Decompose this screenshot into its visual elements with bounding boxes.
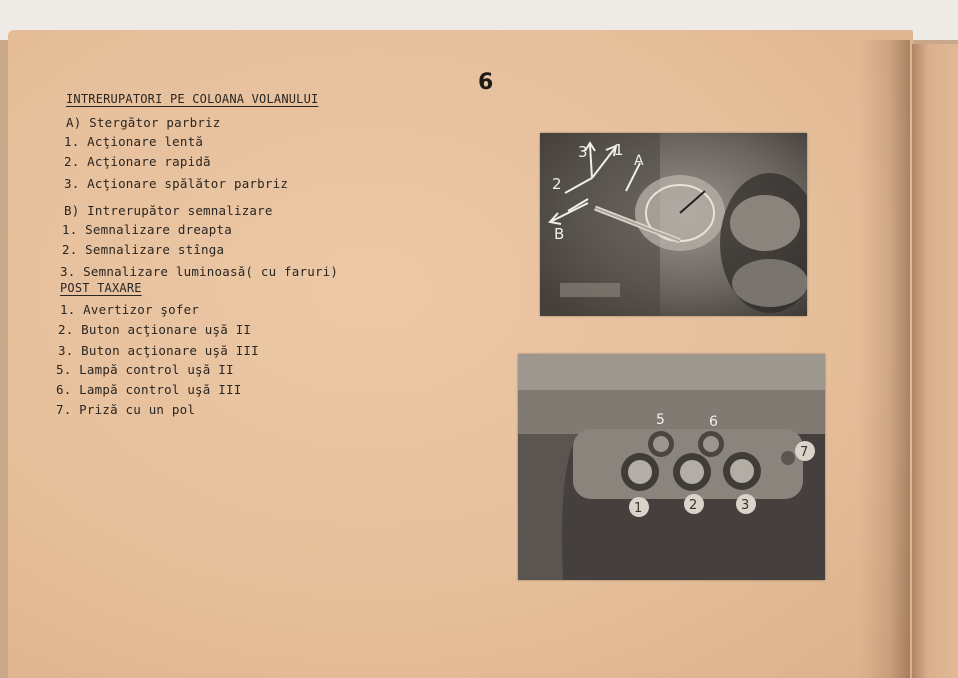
list-item: 1. Acţionare lentă: [64, 134, 204, 149]
steering-column-photo: [540, 133, 807, 316]
list-item: 1. Semnalizare dreapta: [62, 222, 232, 237]
list-item: 2. Acţionare rapidă: [64, 154, 211, 169]
label-2: 2: [689, 498, 698, 513]
label-3: 3: [578, 143, 588, 161]
label-a: A: [634, 153, 644, 169]
fare-post-panel-photo: [518, 354, 825, 580]
book-gutter: [860, 40, 910, 678]
label-1: 1: [614, 141, 624, 159]
list-item: 2. Buton acţionare uşă II: [58, 322, 252, 337]
list-item: 1. Avertizor şofer: [60, 302, 200, 317]
list-item: 3. Buton acţionare uşă III: [58, 343, 259, 358]
list-item: 2. Semnalizare stînga: [62, 242, 225, 257]
list-item: 6. Lampă control uşă III: [56, 382, 242, 397]
label-5: 5: [656, 412, 665, 428]
label-2: 2: [552, 175, 562, 193]
section-title-steering-switches: INTRERUPATORI PE COLOANA VOLANULUI: [66, 92, 319, 106]
page-number: 6: [478, 70, 494, 95]
list-item: A) Stergător parbriz: [66, 115, 221, 130]
list-item: 5. Lampă control uşă II: [56, 362, 234, 377]
label-7: 7: [800, 445, 809, 460]
list-item: 3. Semnalizare luminoasă( cu faruri): [60, 264, 339, 279]
list-item: B) Intrerupător semnalizare: [64, 203, 273, 218]
facing-page-edge: [912, 44, 958, 678]
label-6: 6: [709, 414, 718, 430]
label-1: 1: [634, 501, 643, 516]
label-b: B: [554, 225, 565, 243]
list-item: 3. Acţionare spălător parbriz: [64, 176, 289, 191]
section-title-fare-post: POST TAXARE: [60, 281, 142, 295]
list-item: 7. Priză cu un pol: [56, 402, 196, 417]
label-3: 3: [741, 498, 750, 513]
